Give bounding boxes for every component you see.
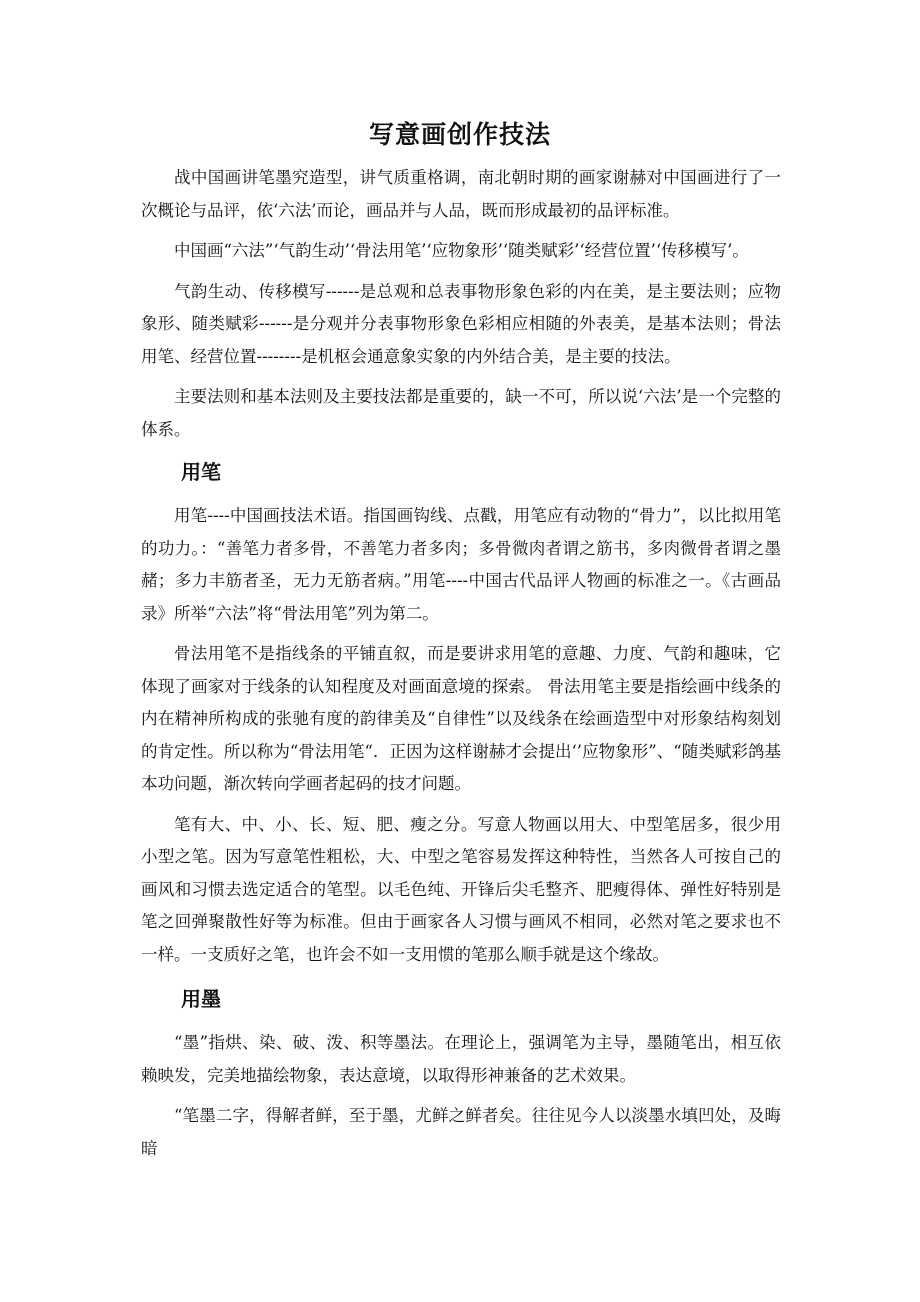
intro-paragraph-2: 中国画“六法”‘气韵生动’‘骨法用笔’‘应物象形’‘随类赋彩’‘经营位置’‘传移模写’。 xyxy=(174,241,749,260)
brush-paragraph-1: 用笔----中国画技法术语。指国画钩线、点戳，用笔应有动物的“骨力”，以比拟用笔的功力。：“善笔力者多骨，不善笔力者多肉；多骨微肉者谓之筋书，多肉微骨者谓之墨赭；多力丰筋者圣，无力无筋者病。”用笔----中国古代品评人物画的标准之一。《古画品录》所举“六法”将“骨法用笔”列为第二。 xyxy=(141,506,781,623)
intro-paragraph-3: 气韵生动、传移模写------是总观和总表事物形象色彩的内在美，是主要法则；应物象形、随类赋彩------是分观并分表事物形象色彩相应相随的外表美，是基本法则；骨法用笔、经营位置--------是机枢会通意象实象的内外结合美，是主要的技法。 xyxy=(141,281,781,366)
intro-paragraph-4: 主要法则和基本法则及主要技法都是重要的，缺一不可，所以说‘六法’是一个完整的体系。 xyxy=(141,387,781,439)
document-body xyxy=(141,162,781,1173)
brush-paragraph-3: 笔有大、中、小、长、短、肥、瘦之分。写意人物画以用大、中型笔居多，很少用小型之笔。因为写意笔性粗松，大、中型之笔容易发挥这种特性，当然各人可按自己的画风和习惯去选定适合的笔型。以毛色纯、开锋后尖毛整齐、肥瘦得体、弹性好特别是笔之回弹聚散性好等为标准。但由于画家各人习惯与画风不相同，必然对笔之要求也不一样。一支质好之笔，也许会不如一支用惯的笔那么顺手就是这个缘故。 xyxy=(141,814,781,964)
ink-paragraph-2: “笔墨二字，得解者鲜，至于墨，尤鲜之鲜者矣。往往见今人以淡墨水填凹处，及晦暗 xyxy=(141,1106,781,1158)
section-heading-brush: 用笔 xyxy=(181,460,221,484)
ink-paragraph-1: “墨”指烘、染、破、泼、积等墨法。在理论上，强调笔为主导，墨随笔出，相互依赖映发，完美地描绘物象，表达意境，以取得形神兼备的艺术效果。 xyxy=(141,1033,781,1085)
intro-paragraph-1: 战中国画讲笔墨究造型，讲气质重格调，南北朝时期的画家谢赫对中国画进行了一次概论与品评，依‘六法’而论，画品并与人品，既而形成最初的品评标准。 xyxy=(141,168,781,220)
document-title: 写意画创作技法 xyxy=(368,120,551,149)
brush-paragraph-2: 骨法用笔不是指线条的平铺直叙，而是要讲求用笔的意趣、力度、气韵和趣味，它体现了画家对于线条的认知程度及对画面意境的探索。 骨法用笔主要是指绘画中线条的内在精神所构成的张驰有度的韵律美及“自律性”以及线条在绘画造型中对形象结构刻划的肯定性。所以称为“骨法用笔“．正因为这样谢赫才会提出‘’应物象形”、“随类赋彩鸽基本功问题，渐次转向学画者起码的技才问题。 xyxy=(141,644,781,793)
section-heading-ink: 用墨 xyxy=(181,987,221,1011)
